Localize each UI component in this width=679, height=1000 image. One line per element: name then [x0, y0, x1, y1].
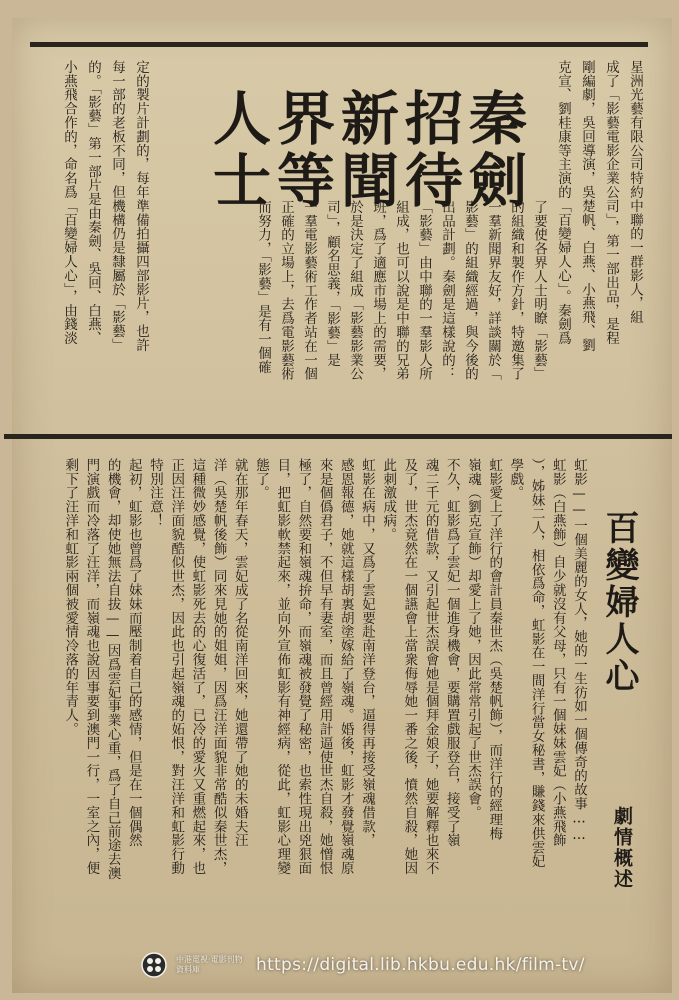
article-body-column: 出品計劃。秦劍是這樣說的：	[439, 200, 455, 381]
synopsis-title: 百變婦人心	[599, 510, 639, 695]
article-body-column: 剛編劇，吳回導演，吳楚帆、白燕、小燕飛、劉	[579, 60, 595, 352]
synopsis-body-column: 來是個僞君子，不但早有妻室，而且曾經用計逼使世杰自殺，她憎恨	[316, 458, 333, 875]
article-body-column: 正確的立場上，去爲電影藝術	[278, 200, 294, 381]
synopsis-body-column: 剩下了汪洋和虹影兩個被愛情冷落的年青人。	[62, 458, 79, 736]
synopsis-body-column: 虹影愛上了洋行的會計員秦世杰（吳楚帆飾），而洋行的經理梅	[486, 458, 503, 841]
headline-column: 新聞	[331, 88, 399, 212]
top-divider	[30, 42, 648, 47]
synopsis-body-column: 此刺激成病。	[380, 458, 397, 542]
headline-column: 界等	[267, 88, 335, 212]
synopsis-body-column: 特別注意！	[147, 458, 163, 528]
synopsis-body-column: 虹影——一個美麗的女人，她的一生彷如一個傳奇的故事……	[571, 458, 587, 844]
synopsis-body-column: 感恩報德，她就這樣胡裏胡塗嫁給了嶺魂。婚後，虹影才發覺嶺魂原	[337, 458, 354, 875]
article-body-column: 而努力，「影藝」是有一個確	[255, 200, 271, 374]
article-body-column: 的組織和製作方針，特邀集了	[508, 200, 524, 381]
synopsis-body-column: 這種微妙感覺，使虹影死去的心復活了，已冷的愛火又重燃起來，也	[189, 458, 206, 875]
archive-watermark	[140, 948, 585, 982]
synopsis-body-column: 嶺魂（劉克宣飾）却愛上了她，因此常常引起了世杰誤會。	[465, 458, 481, 820]
article-body-column: 一羣新聞界友好，詳談關於「	[485, 200, 501, 381]
article-body-column: 班，爲了適應市場上的需要，	[370, 200, 386, 381]
middle-divider	[4, 434, 672, 439]
synopsis-body-column: 就在那年春天，雲妃成了名從南洋回來，她還帶了她的未婚夫汪	[231, 458, 248, 848]
watermark-org: 中港電視·電影刊物資料庫	[176, 955, 243, 974]
synopsis-body-column: 的機會，却使她無法自拔——因爲雲妃事業心重，爲了自己前途去澳	[104, 458, 121, 880]
synopsis-body-column: 及了，世杰竟然在一個讌會上當衆侮辱她一番之後，憤然自殺，她因	[401, 458, 418, 875]
synopsis-body-column: 目，把虹影軟禁起來，並向外宣佈虹影有神經病，從此，虹影心理變	[274, 458, 291, 875]
synopsis-body-column: 學戲。	[507, 458, 524, 500]
article-body-column: 組成，也可以說是中聯的兄弟	[393, 200, 409, 381]
watermark-url[interactable]: https://digital.lib.hkbu.edu.hk/film-tv/	[256, 955, 585, 975]
synopsis-genre-label: 劇情概述	[611, 806, 633, 890]
synopsis-body-column: 魂二千元的借款，又引起世杰誤會她是個拜金娘子，她要解釋也來不	[422, 458, 439, 875]
synopsis-body-column: ），姊妹二人，相依爲命，虹影在一間洋行當女秘書，賺錢來供雲妃	[528, 458, 545, 869]
synopsis-body-column: 起初，虹影也曾爲了妹妹而壓制着自己的感情，但是在一個偶然	[125, 458, 142, 848]
synopsis-body-column: 不久，虹影爲了雲妃一個進身機會，要購置戲服登台，接受了嶺	[443, 458, 460, 848]
headline-column: 人士	[203, 88, 271, 212]
article-body-column: 的。「影藝」第一部片是由秦劍、吳回、白燕、	[85, 60, 101, 346]
synopsis-body-column: 態了。	[253, 458, 269, 500]
article-body-column: 星洲光藝有限公司特約中聯的一群影人，組	[627, 60, 643, 325]
synopsis-body-column: 極了，自然要和嶺魂拚命，而嶺魂被發覺了秘密，也索性現出兇狠面	[295, 458, 312, 875]
article-body-column: 影藝」的組織經過，與今後的	[462, 200, 478, 381]
synopsis-body-column: 正因汪洋面貌酷似世杰，因此也引起嶺魂的妬恨，對汪洋和虹影行動	[168, 458, 185, 875]
synopsis-body-column: 門演戲而冷落了汪洋，而嶺魂也說因事要到澳門一行，一室之內，便	[83, 458, 100, 875]
article-body-column: 成了「影藝電影企業公司」，第一部出品，是程	[603, 60, 619, 346]
headline-column: 秦劍	[459, 88, 527, 212]
article-body-column: 定的製片計劃的，每年準備拍攝四部影片，也許	[133, 60, 149, 352]
synopsis-body-column: 洋（吳楚帆後飾）同來見她的姐姐，因爲汪洋面貌非常酷似秦世杰，	[210, 458, 227, 875]
article-body-column: 每一部的老板不同，但機構仍是隸屬於「影藝」	[109, 60, 125, 352]
article-body-column: 於是決定了組成「影藝影業公	[347, 200, 363, 381]
article-body-column: 「影藝」由中聯的一羣影人所	[416, 200, 432, 381]
headline-column: 招待	[395, 88, 463, 212]
synopsis-body-column: 虹影（白燕飾）自少就沒有父母，只有一個妹妹雲妃（小燕飛飾	[549, 458, 566, 848]
article-body-column: 了要使各界人士明瞭「影藝」	[531, 200, 547, 381]
article-body-column: 一羣電影藝術工作者站在一個	[301, 200, 317, 381]
synopsis-body-column: 虹影在病中，又爲了雲妃要赴南洋登台，逼得再接受嶺魂借款，	[359, 458, 375, 848]
article-body-column: 司」，顧名思義，「影藝」是	[324, 200, 340, 368]
article-body-column: 小燕飛合作的，命名爲「百變婦人心」，由錢淡	[61, 60, 77, 346]
article-body-column: 克宣、劉桂康等主演的「百變婦人心」。秦劍爲	[555, 60, 571, 346]
film-archive-logo-icon	[140, 951, 168, 979]
